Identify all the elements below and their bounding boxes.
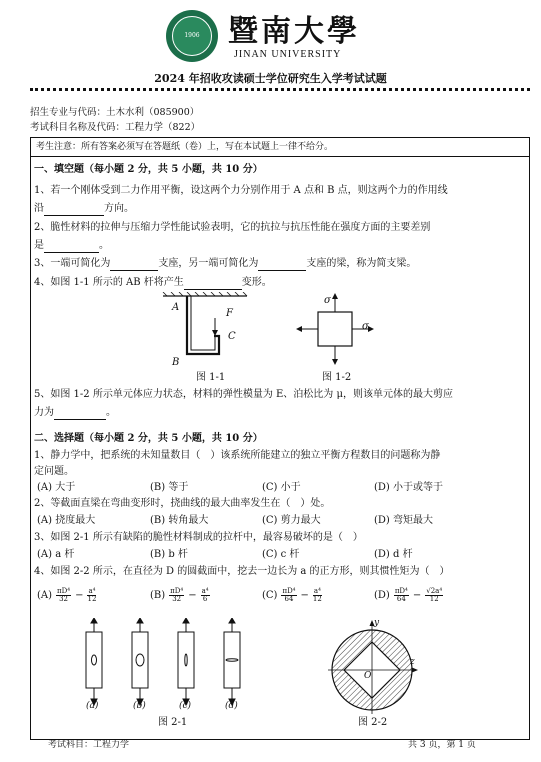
frac-c2 xyxy=(313,588,322,604)
s2-q4-opt-b-label: (B) xyxy=(150,590,166,602)
seal-year: 1906 xyxy=(184,31,200,39)
section1-heading: 一、填空题（每小题 2 分，共 5 小题，共 10 分） xyxy=(34,164,263,175)
s1-q1-line2 xyxy=(34,202,524,216)
frac-b2 xyxy=(201,588,210,604)
s1-q5-blank[interactable] xyxy=(54,409,106,420)
s1-q2-line1: 2、脆性材料的拉伸与压缩力学性能试验表明，它的抗拉与抗压性能在强度方面的主要差别 xyxy=(34,222,431,233)
s1-q1-line1: 1、若一个刚体受到二力作用平衡，设这两个力分别作用于 A 点和 B 点，则这两个力的作用线 xyxy=(34,185,448,196)
s2-q4-opt-d-label: (D) xyxy=(374,590,390,602)
s1-q4-pre: 4、如图 1-1 所示的 AB 杆将产生 xyxy=(34,277,184,288)
frac-c1-den: 64 xyxy=(284,595,294,604)
fig22-axis-y: y xyxy=(374,618,380,628)
frac-d1-num: πD⁴ xyxy=(394,587,408,595)
s1-q1-blank[interactable] xyxy=(44,205,104,216)
frac-c2-num: a⁴ xyxy=(313,587,321,595)
frac-a1-den: 32 xyxy=(59,595,68,604)
figure-2-2 xyxy=(322,616,422,716)
frac-a2-den: 12 xyxy=(87,595,97,604)
s2-q4: 4、如图 2-2 所示，在直径为 D 的圆截面中，挖去一边长为 a 的正方形，则其惯性矩为（ ） xyxy=(34,566,450,577)
fig11-label-f: F xyxy=(226,308,233,319)
s2-q2-opt-a[interactable]: (A) 挠度最大 xyxy=(37,515,96,526)
s1-q2-post: 。 xyxy=(99,240,109,251)
footer-page: 共 3 页，第 1 页 xyxy=(408,740,476,750)
frac-b1-num: πD⁴ xyxy=(170,587,184,595)
fig11-label-c: C xyxy=(228,331,236,342)
s2-q1-opt-c[interactable]: (C) 小于 xyxy=(262,482,301,493)
s2-q2-opt-d[interactable]: (D) 弯矩最大 xyxy=(374,515,433,526)
s2-q2-opt-c[interactable]: (C) 剪力最大 xyxy=(262,515,321,526)
s1-q2-blank[interactable] xyxy=(44,242,99,253)
s2-q4-opt-a-label: (A) xyxy=(37,590,53,602)
s2-q1-opt-d[interactable]: (D) 小于或等于 xyxy=(374,482,443,493)
frac-a2 xyxy=(87,588,96,604)
major-line: 招生专业与代码：土木水利（085900） xyxy=(30,107,200,118)
s1-q4 xyxy=(34,276,524,290)
frac-b1 xyxy=(169,588,184,604)
frac-c1-num: πD⁴ xyxy=(282,587,296,595)
s2-q3-opt-b[interactable]: (B) b 杆 xyxy=(150,549,188,560)
fig12-sigma-top: σ xyxy=(324,295,331,306)
s2-q4-opt-d[interactable]: (D) $\frac{\text{πD⁴}}{64}$ − $\frac{\text{√2a⁴}}{12}$ xyxy=(374,587,443,604)
university-name-cn: 暨南大學 xyxy=(228,14,360,49)
figure-2-1 xyxy=(70,618,270,710)
fig21-caption: 图 2-1 xyxy=(158,717,188,728)
s2-q3: 3、如图 2-1 所示有缺陷的脆性材料制成的拉杆中，最容易破坏的是（ ） xyxy=(34,532,363,543)
frac-d2 xyxy=(425,588,443,604)
s1-q3-mid: 支座，另一端可简化为 xyxy=(158,258,259,269)
fig11-caption: 图 1-1 xyxy=(196,372,226,383)
footer-subject: 考试科目：工程力学 xyxy=(48,740,130,750)
frac-d2-num: √2a⁴ xyxy=(426,587,443,595)
fig21-label-a: (a) xyxy=(86,701,99,711)
s1-q2-line2 xyxy=(34,239,524,253)
section2-heading: 二、选择题（每小题 2 分，共 5 小题，共 10 分） xyxy=(34,433,263,444)
university-name-en: JINAN UNIVERSITY xyxy=(234,49,342,60)
frac-d1-den: 64 xyxy=(396,595,406,604)
fig22-origin: O xyxy=(364,671,372,681)
s1-q3-blank1[interactable] xyxy=(110,260,158,271)
s2-q1-line1: 1、静力学中，把系统的未知量数目（ ）该系统所能建立的独立平衡方程数目的问题称为静 xyxy=(34,450,441,461)
fig22-axis-z: z xyxy=(410,657,415,667)
fig21-label-d: (d) xyxy=(225,701,238,711)
frac-a1-num: πD⁴ xyxy=(57,587,71,595)
frac-b2-den: 6 xyxy=(202,595,208,604)
subject-line: 考试科目名称及代码：工程力学（822） xyxy=(30,122,201,133)
s2-q4-opt-a[interactable]: (A) $\frac{\text{πD⁴}}{32}$ − $\frac{\text{a⁴}}{12}$ xyxy=(37,587,97,604)
s1-q1-pre: 沿 xyxy=(34,203,44,214)
s1-q3-blank2[interactable] xyxy=(258,260,306,271)
frac-d1 xyxy=(394,588,409,604)
frac-a2-num: a⁴ xyxy=(88,587,96,595)
fig11-label-a: A xyxy=(172,302,180,313)
fig12-sigma-right: σ xyxy=(362,321,369,332)
frac-c2-den: 12 xyxy=(312,595,322,604)
frac-b2-num: a⁴ xyxy=(201,587,209,595)
s1-q3-post: 支座的梁，称为简支梁。 xyxy=(306,258,417,269)
s2-q2: 2、等截面直梁在弯曲变形时，挠曲线的最大曲率发生在（ ）处。 xyxy=(34,498,331,509)
fig22-caption: 图 2-2 xyxy=(358,717,388,728)
s1-q5-post: 。 xyxy=(106,407,116,418)
s2-q1-opt-a[interactable]: (A) 大于 xyxy=(37,482,76,493)
s2-q1-opt-b[interactable]: (B) 等于 xyxy=(150,482,189,493)
s2-q3-opt-d[interactable]: (D) d 杆 xyxy=(374,549,413,560)
exam-title: 2024 年招收攻读硕士学位研究生入学考试试题 xyxy=(154,72,387,85)
fig21-label-c: (c) xyxy=(179,701,192,711)
s2-q3-opt-c[interactable]: (C) c 杆 xyxy=(262,549,300,560)
frac-a1 xyxy=(56,588,71,604)
university-seal xyxy=(166,10,218,62)
frac-b1-den: 32 xyxy=(172,595,182,604)
s1-q2-pre: 是 xyxy=(34,240,44,251)
s2-q4-opt-c-label: (C) xyxy=(262,590,278,602)
s2-q3-opt-a[interactable]: (A) a 杆 xyxy=(37,549,75,560)
s1-q3-pre: 3、一端可简化为 xyxy=(34,258,111,269)
seal-center xyxy=(172,16,212,56)
s1-q1-post: 方向。 xyxy=(104,203,134,214)
fig12-caption: 图 1-2 xyxy=(322,372,352,383)
s1-q5-pre: 力为 xyxy=(34,407,54,418)
s1-q3 xyxy=(34,257,524,271)
s2-q2-opt-b[interactable]: (B) 转角最大 xyxy=(150,515,209,526)
frac-c1 xyxy=(281,588,296,604)
fig11-label-b: B xyxy=(172,357,180,368)
frac-d2-den: 12 xyxy=(429,595,439,604)
notice-box xyxy=(30,137,530,157)
fig21-label-b: (b) xyxy=(133,701,146,711)
s1-q5-line1: 5、如图 1-2 所示单元体应力状态，材料的弹性模量为 E、泊松比为 μ，则该单元体的最大剪应 xyxy=(34,389,453,400)
s1-q4-blank[interactable] xyxy=(184,279,242,290)
notice-text: 考生注意：所有答案必须写在答题纸（卷）上，写在本试题上一律不给分。 xyxy=(36,142,334,152)
s2-q4-opt-c[interactable]: (C) $\frac{\text{πD⁴}}{64}$ − $\frac{\text{a⁴}}{12}$ xyxy=(262,587,322,604)
s2-q4-opt-b[interactable]: (B) $\frac{\text{πD⁴}}{32}$ − $\frac{\text{a⁴}}{6}$ xyxy=(150,587,209,604)
s2-q1-line2: 定问题。 xyxy=(34,466,74,477)
s1-q5-line2 xyxy=(34,406,524,420)
dotted-divider xyxy=(30,88,530,92)
s1-q4-post: 变形。 xyxy=(241,277,272,288)
